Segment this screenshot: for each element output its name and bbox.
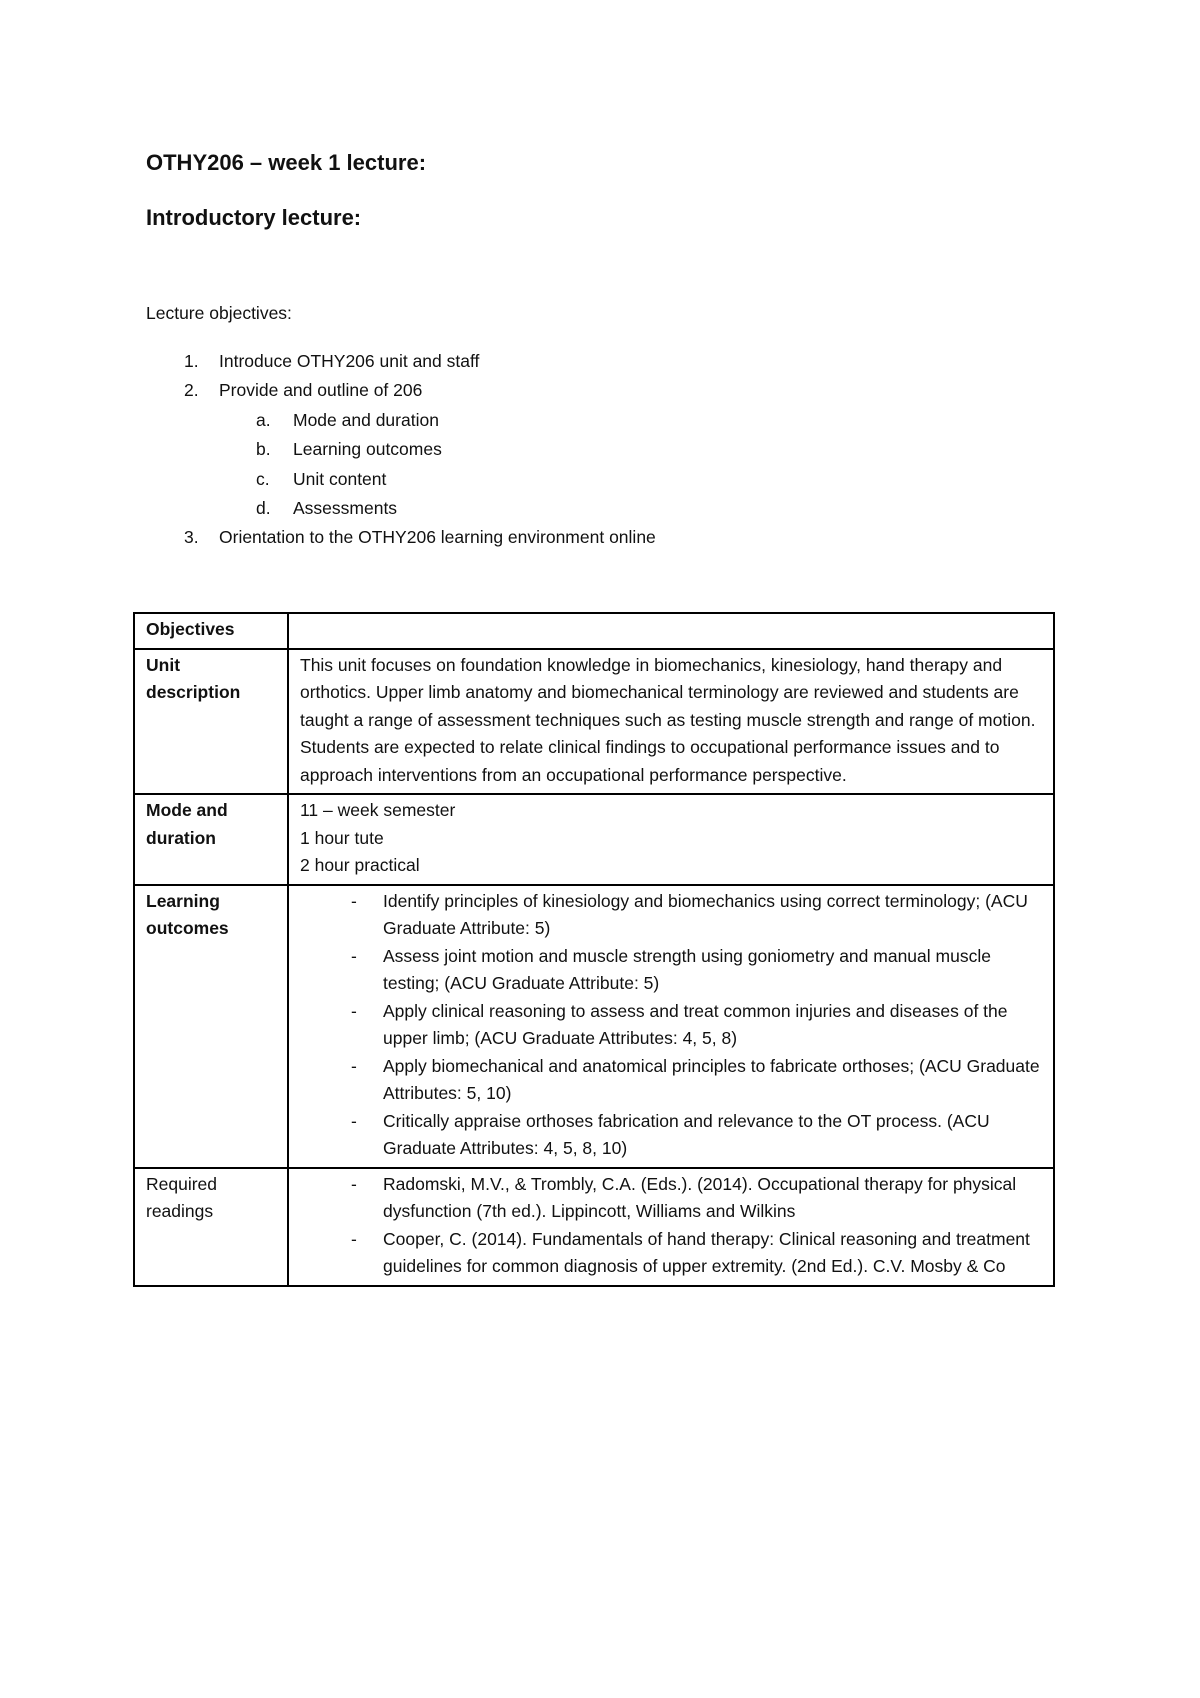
list-item — [300, 888, 1044, 943]
mode-duration-label: Mode and duration — [134, 794, 288, 885]
page-subtitle: Introductory lecture: — [146, 205, 362, 230]
objective-letter: d. — [256, 497, 271, 518]
dash-bullet: - — [351, 1110, 357, 1131]
learning-outcomes-cell — [288, 885, 1054, 1168]
table-header-cell: Objectives — [134, 613, 288, 649]
outcome-text: Identify principles of kinesiology and biomechanics using correct terminology; (ACU Graduate Attribute: 5) — [383, 890, 1028, 938]
objective-letter: c. — [256, 468, 270, 489]
list-item — [300, 1226, 1044, 1281]
objective-text: Orientation to the OTHY206 learning environment online — [219, 527, 656, 548]
dash-bullet: - — [351, 1000, 357, 1021]
objective-number: 3. — [184, 527, 199, 548]
list-item — [300, 943, 1044, 998]
outcome-text: Critically appraise orthoses fabrication and relevance to the OT process. (ACU Graduate Attributes: 4, 5, 8, 10) — [383, 1110, 990, 1158]
required-readings-list — [300, 1171, 1044, 1281]
objective-letter: b. — [256, 439, 271, 460]
page-title: OTHY206 – week 1 lecture: — [146, 150, 427, 175]
dash-bullet: - — [351, 1173, 357, 1194]
mode-duration-cell — [288, 794, 1054, 885]
dash-bullet: - — [351, 1228, 357, 1249]
list-item — [300, 1108, 1044, 1163]
unit-description-label: Unit description — [134, 649, 288, 795]
outcome-text: Assess joint motion and muscle strength using goniometry and manual muscle testing; (ACU Graduate Attribute: 5) — [383, 945, 991, 993]
table-row — [134, 649, 1054, 795]
objective-text: Learning outcomes — [293, 439, 442, 460]
dash-bullet: - — [351, 890, 357, 911]
list-item — [300, 1053, 1044, 1108]
table-header-row — [134, 613, 1054, 649]
objective-text: Introduce OTHY206 unit and staff — [219, 351, 480, 371]
objective-text: Provide and outline of 206 — [219, 380, 423, 401]
list-item — [300, 998, 1044, 1053]
reading-text: Cooper, C. (2014). Fundamentals of hand therapy: Clinical reasoning and treatment guidelines for common diagnosis of upper extremity. (2nd Ed.). C.V. Mosby & Co — [383, 1228, 1030, 1276]
table-row — [134, 1168, 1054, 1286]
objective-text: Assessments — [293, 497, 398, 518]
table-row — [134, 794, 1054, 885]
unit-objectives-table — [133, 612, 1055, 1287]
required-readings-label: Required readings — [134, 1168, 288, 1286]
objective-text: Mode and duration — [293, 409, 439, 430]
learning-outcomes-label: Learning outcomes — [134, 885, 288, 1168]
learning-outcomes-list — [300, 888, 1044, 1163]
mode-line: 11 – week semester — [300, 800, 456, 820]
objective-number: 1. — [184, 351, 199, 371]
table-row — [134, 885, 1054, 1168]
objective-letter: a. — [256, 409, 271, 430]
objective-number: 2. — [184, 380, 199, 401]
dash-bullet: - — [351, 1055, 357, 1076]
outcome-text: Apply clinical reasoning to assess and treat common injuries and diseases of the upper limb; (ACU Graduate Attributes: 4, 5, 8) — [383, 1000, 1008, 1048]
objective-text: Unit content — [293, 468, 387, 489]
unit-description-text: This unit focuses on foundation knowledge in biomechanics, kinesiology, hand therapy and orthotics. Upper limb anatomy and biomechanical terminology are reviewed and students are taught a range of assessment techniques such as testing muscle strength and range of motion. Students are expected to relate clinical findings to occupational performance issues and to approach interventions from an occupational performance perspective. — [288, 649, 1054, 795]
mode-line: 1 hour tute — [300, 827, 384, 848]
required-readings-cell — [288, 1168, 1054, 1286]
mode-line: 2 hour practical — [300, 855, 420, 875]
dash-bullet: - — [351, 945, 357, 966]
reading-text: Radomski, M.V., & Trombly, C.A. (Eds.). (2014). Occupational therapy for physical dysfunction (7th ed.). Lippincott, Williams and Wilkins — [383, 1173, 1017, 1221]
objectives-heading: Lecture objectives: — [146, 303, 292, 323]
list-item — [300, 1171, 1044, 1226]
outcome-text: Apply biomechanical and anatomical principles to fabricate orthoses; (ACU Graduate Attributes: 5, 10) — [383, 1055, 1040, 1103]
table-header-empty-cell — [288, 613, 1054, 649]
